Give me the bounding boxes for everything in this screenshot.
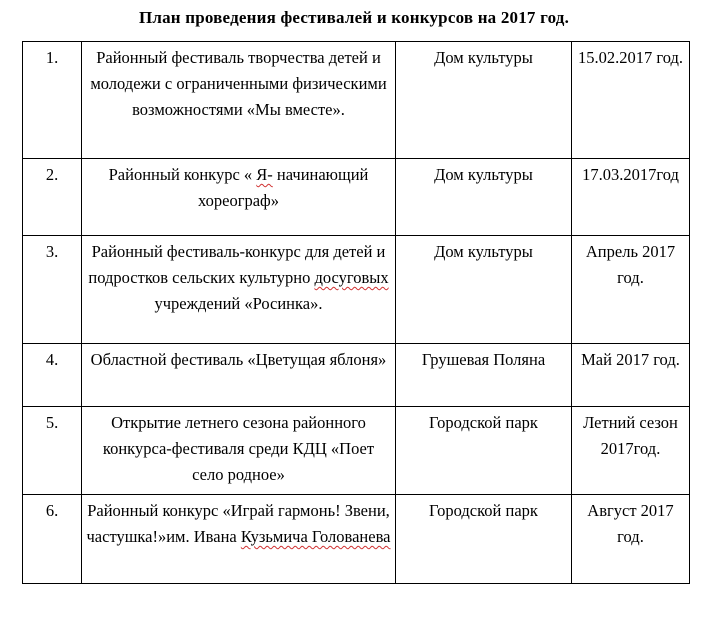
event-date: Апрель 2017 год. — [572, 236, 690, 344]
event-name — [82, 42, 396, 159]
event-text: Открытие летнего сезона районного конкурса-фестиваля среди КДЦ «Поет село родное» — [102, 413, 375, 484]
event-text: Районный конкурс « — [108, 165, 257, 184]
table-row — [23, 407, 690, 495]
table-row — [23, 495, 690, 584]
event-name — [82, 495, 396, 584]
event-place: Городской парк — [396, 495, 572, 584]
row-number: 3. — [23, 236, 82, 344]
spellcheck-underlined-text: досуговых — [314, 268, 389, 287]
event-name — [82, 236, 396, 344]
row-number: 4. — [23, 344, 82, 407]
event-place: Дом культуры — [396, 236, 572, 344]
table-row — [23, 42, 690, 159]
row-number: 5. — [23, 407, 82, 495]
event-date: Летний сезон 2017год. — [572, 407, 690, 495]
row-number: 6. — [23, 495, 82, 584]
event-text: Районный фестиваль творчества детей и молодежи с ограниченными физическими возможностями «Мы вместе». — [90, 48, 387, 119]
event-text: Областной фестиваль «Цветущая яблоня» — [90, 350, 387, 369]
table-row — [23, 236, 690, 344]
event-place: Дом культуры — [396, 42, 572, 159]
event-name — [82, 159, 396, 236]
spellcheck-underlined-text: Кузьмича Голованева — [240, 527, 391, 546]
spellcheck-underlined-text: Я- — [256, 165, 273, 184]
row-number: 2. — [23, 159, 82, 236]
event-place: Городской парк — [396, 407, 572, 495]
table-row — [23, 344, 690, 407]
event-date: Август 2017 год. — [572, 495, 690, 584]
event-name — [82, 344, 396, 407]
event-date: Май 2017 год. — [572, 344, 690, 407]
event-name — [82, 407, 396, 495]
event-place: Грушевая Поляна — [396, 344, 572, 407]
event-text: учреждений «Росинка». — [154, 294, 323, 313]
document-title: План проведения фестивалей и конкурсов на 2017 год. — [138, 8, 570, 27]
event-date: 15.02.2017 год. — [572, 42, 690, 159]
festival-plan-table — [22, 41, 690, 584]
event-place: Дом культуры — [396, 159, 572, 236]
event-text: Районный конкурс «Играй гармонь! Звени, частушка!»им. Ивана — [86, 501, 390, 546]
event-text: начинающий хореограф» — [198, 165, 369, 210]
row-number: 1. — [23, 42, 82, 159]
table-row — [23, 159, 690, 236]
event-date: 17.03.2017год — [572, 159, 690, 236]
event-text: Районный фестиваль-конкурс для детей и подростков сельских культурно — [88, 242, 386, 287]
